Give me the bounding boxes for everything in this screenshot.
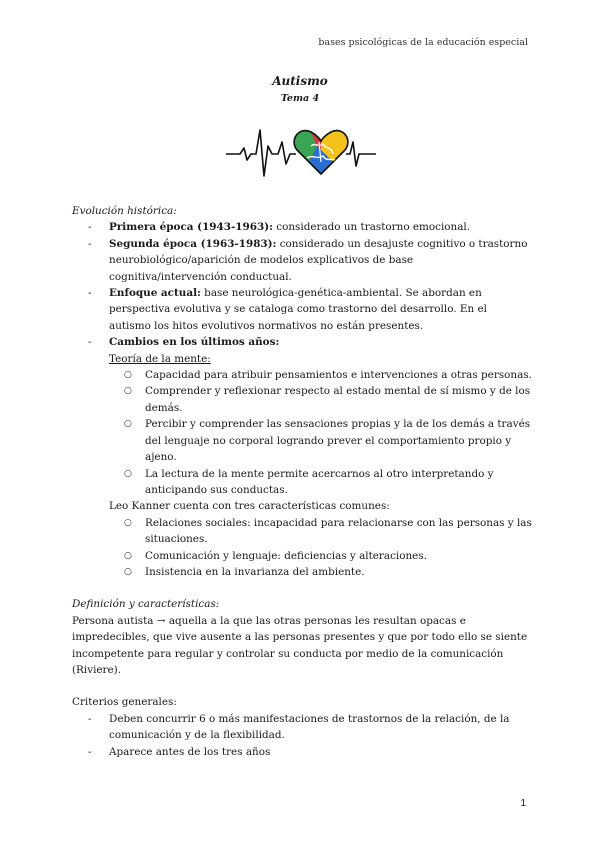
list-item: ○ Relaciones sociales: incapacidad para relacionarse con las personas y las situaciones. [145, 515, 532, 548]
section-title-criteria: Criterios generales: [72, 696, 177, 709]
page-subtitle: Tema 4 [280, 93, 320, 104]
theory-of-mind-list [109, 367, 532, 498]
list-item: - Cambios en los últimos años: Teoría de la mente: ○ Capacidad para atribuir pensamientos e intervenciones a otras personas. ○ Comprender y reflexionar respecto al estado mental de sí mismo y de los demás. ○ Percibir y comprender las sensaciones propias y la de los demás a través del lenguaje no corporal logrando prever el comportamiento propio y ajeno. ○ La lectura de la mente permite acercarnos al otro interpretando y anticipando sus conductas. Leo Kanner cuenta con tres características comunes: ○ Relaciones sociales: incapacidad para relacionarse con las personas y las situaciones. ○ Comunicación y lenguaje: deficiencias y alteraciones. ○ Insistencia en la invarianza del ambiente. [109, 334, 532, 580]
section-title-evolution: Evolución histórica: [72, 205, 177, 217]
kanner-label: Leo Kanner cuenta con tres características comunes: [109, 500, 390, 513]
section-title-definition: Definición y características: [72, 598, 220, 611]
list-item: ○ Percibir y comprender las sensaciones propias y la de los demás a través del lenguaje no corporal logrando prever el comportamiento propio y ajeno. [145, 416, 532, 465]
heartbeat-line-left [226, 130, 296, 176]
list-item: - Segunda época (1963-1983): considerado un desajuste cognitivo o trastorno neurobiológico/aparición de modelos explicativos de base cognitiva/intervención conductual. [109, 236, 532, 285]
page-number: 1 [520, 798, 526, 809]
list-item: ○ Comprender y reflexionar respecto al estado mental de sí mismo y de los demás. [145, 383, 532, 416]
list-item: - Enfoque actual: base neurológica-genética-ambiental. Se abordan en perspectiva evolutiva y se cataloga como trastorno del desarrollo. En el autismo los hitos evolutivos normativos no están presentes. [109, 285, 532, 334]
theory-of-mind-label: Teoría de la mente: [109, 352, 211, 365]
puzzle-heart [294, 131, 348, 174]
list-item: - Primera época (1943-1963): considerado un trastorno emocional. [109, 219, 532, 235]
list-item: ○ Comunicación y lenguaje: deficiencias y alteraciones. [145, 548, 532, 564]
list-item: - Deben concurrir 6 o más manifestaciones de trastornos de la relación, de la comunicación y de la flexibilidad. [109, 711, 532, 744]
heartbeat-line-right [346, 142, 376, 166]
kanner-list [109, 515, 532, 581]
list-item: ○ Capacidad para atribuir pensamientos e intervenciones a otras personas. [145, 367, 532, 383]
criteria-list [72, 711, 532, 760]
evolution-list [72, 219, 532, 580]
list-item: - Aparece antes de los tres años [109, 744, 532, 760]
definition-paragraph: Persona autista → aquella a la que las otras personas les resultan opacas e impredecibles, que vive ausente a las personas presentes y que por todo ello se siente incompetente para regular y controlar su conducta por medio de la comunicación (Riviere). [72, 614, 528, 676]
page-title: Autismo [272, 74, 328, 88]
main-content [72, 203, 532, 760]
heartbeat-puzzle-heart-icon [226, 118, 376, 188]
list-item: ○ La lectura de la mente permite acercarnos al otro interpretando y anticipando sus conductas. [145, 466, 532, 499]
list-item: ○ Insistencia en la invarianza del ambiente. [145, 564, 532, 580]
running-header: bases psicológicas de la educación especial [318, 37, 528, 48]
